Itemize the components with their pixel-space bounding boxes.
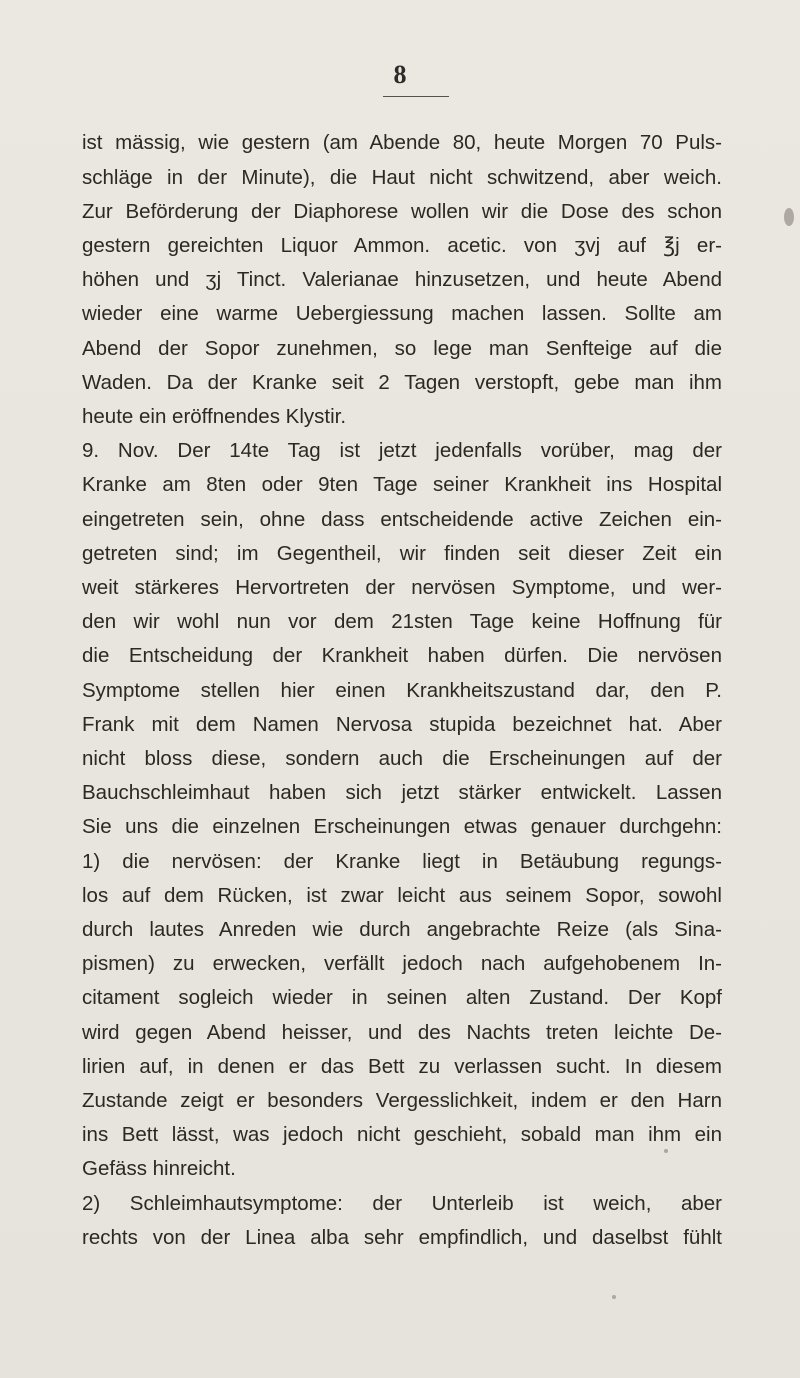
- text-line: citament sogleich wieder in seinen alten Zustand. Der Kopf: [82, 986, 722, 1009]
- text-line: Abend der Sopor zunehmen, so lege man Senfteige auf die: [82, 337, 722, 360]
- text-line: schläge in der Minute), die Haut nicht schwitzend, aber weich.: [82, 166, 722, 189]
- text-line: Bauchschleimhaut haben sich jetzt stärker entwickelt. Lassen: [82, 781, 722, 804]
- paper-spot: [784, 208, 794, 226]
- text-line: pismen) zu erwecken, verfällt jedoch nach aufgehobenem In-: [82, 952, 722, 975]
- text-line: rechts von der Linea alba sehr empfindlich, und daselbst fühlt: [82, 1226, 722, 1249]
- text-line: weit stärkeres Hervortreten der nervösen Symptome, und wer-: [82, 576, 722, 599]
- text-line: den wir wohl nun vor dem 21sten Tage keine Hoffnung für: [82, 610, 722, 633]
- page-number: 8: [393, 60, 407, 89]
- text-line: nicht bloss diese, sondern auch die Erscheinungen auf der: [82, 747, 722, 770]
- text-line: Zur Beförderung der Diaphorese wollen wir die Dose des schon: [82, 200, 722, 223]
- text-line: wird gegen Abend heisser, und des Nachts treten leichte De-: [82, 1021, 722, 1044]
- text-line: 2) Schleimhautsymptome: der Unterleib ist weich, aber: [82, 1192, 722, 1215]
- text-line: wieder eine warme Uebergiessung machen lassen. Sollte am: [82, 302, 722, 325]
- text-line: 1) die nervösen: der Kranke liegt in Betäubung regungs-: [82, 850, 722, 873]
- text-line: eingetreten sein, ohne dass entscheidende active Zeichen ein-: [82, 508, 722, 531]
- text-line: Symptome stellen hier einen Krankheitszustand dar, den P.: [82, 679, 722, 702]
- text-line: heute ein eröffnendes Klystir.: [82, 405, 347, 428]
- text-line: Frank mit dem Namen Nervosa stupida bezeichnet hat. Aber: [82, 713, 722, 736]
- text-line: Kranke am 8ten oder 9ten Tage seiner Krankheit ins Hospital: [82, 473, 722, 496]
- text-line: ins Bett lässt, was jedoch nicht geschieht, sobald man ihm ein: [82, 1123, 722, 1146]
- text-line: höhen und ʒj Tinct. Valerianae hinzusetzen, und heute Abend: [82, 268, 722, 291]
- text-line: ist mässig, wie gestern (am Abende 80, heute Morgen 70 Puls-: [82, 131, 722, 154]
- text-line: los auf dem Rücken, ist zwar leicht aus seinem Sopor, sowohl: [82, 884, 722, 907]
- text-line: die Entscheidung der Krankheit haben dürfen. Die nervösen: [82, 644, 722, 667]
- text-line: Zustande zeigt er besonders Vergesslichkeit, indem er den Harn: [82, 1089, 722, 1112]
- text-line: Gefäss hinreicht.: [82, 1157, 236, 1180]
- text-line: 9. Nov. Der 14te Tag ist jetzt jedenfalls vorüber, mag der: [82, 439, 722, 462]
- text-line: lirien auf, in denen er das Bett zu verlassen sucht. In diesem: [82, 1055, 722, 1078]
- text-line: Waden. Da der Kranke seit 2 Tagen verstopft, gebe man ihm: [82, 371, 722, 394]
- text-line: gestern gereichten Liquor Ammon. acetic. von ʒvj auf ℥j er-: [82, 234, 722, 257]
- paper-spot: [612, 1295, 616, 1299]
- text-line: getreten sind; im Gegentheil, wir finden seit dieser Zeit ein: [82, 542, 722, 565]
- page-number-underline: [383, 96, 449, 97]
- paper-spot: [664, 1149, 668, 1153]
- text-line: durch lautes Anreden wie durch angebrachte Reize (als Sina-: [82, 918, 722, 941]
- text-line: Sie uns die einzelnen Erscheinungen etwas genauer durchgehn:: [82, 815, 722, 838]
